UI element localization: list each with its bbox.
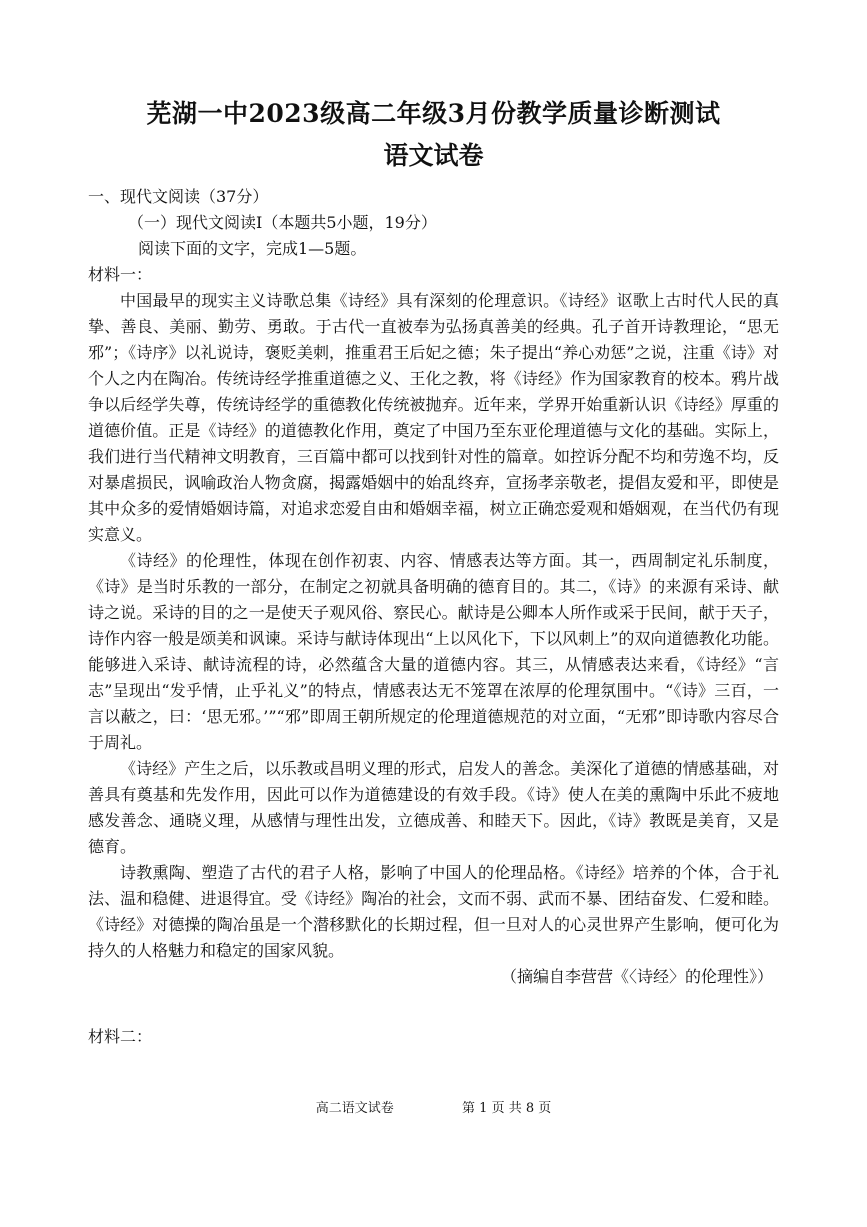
material-one-label: 材料一： bbox=[88, 265, 153, 284]
material-one-paragraph: 诗教熏陶、塑造了古代的君子人格，影响了中国人的伦理品格。《诗经》培养的个体，合于礼法、温和稳健、进退得宜。受《诗经》陶冶的社会，文而不弱、武而不暴、团结奋发、仁爱和睦。《诗经》对德操的陶冶虽是一个潜移默化的长期过程，但一旦对人的心灵世界产生影响，便可化为持久的人格魅力和稳定的国家风貌。 bbox=[88, 863, 779, 960]
section-heading: 一、现代文阅读（37分） bbox=[88, 187, 269, 206]
material-one-paragraph: 中国最早的现实主义诗歌总集《诗经》具有深刻的伦理意识。《诗经》讴歌上古时代人民的真挚、善良、美丽、勤劳、勇敢。于古代一直被奉为弘扬真善美的经典。孔子首开诗教理论，“思无邪”；《诗序》以礼说诗，褒贬美刺，推重君王后妃之德；朱子提出“养心劝惩”之说，注重《诗》对个人之内在陶冶。传统诗经学推重道德之义、王化之教，将《诗经》作为国家教育的校本。鸦片战争以后经学失尊，传统诗经学的重德教化传统被抛弃。近年来，学界开始重新认识《诗经》厚重的道德价值。正是《诗经》的道德教化作用，奠定了中国乃至东亚伦理道德与文化的基础。实际上，我们进行当代精神文明教育，三百篇中都可以找到针对性的篇章。如控诉分配不均和劳逸不均，反对暴虐损民，讽喻政治人物贪腐，揭露婚姻中的始乱终弃，宣扬孝亲敬老，提倡友爱和平，即使是其中众多的爱情婚姻诗篇，对追求恋爱自由和婚姻幸福，树立正确恋爱观和婚姻观，在当代仍有现实意义。 bbox=[88, 291, 779, 544]
reading-instruction: 阅读下面的文字，完成1—5题。 bbox=[138, 239, 367, 258]
material-one-source: （摘编自李营营《〈诗经〉的伦理性》） bbox=[500, 967, 773, 986]
material-one-paragraph: 《诗经》的伦理性，体现在创作初衷、内容、情感表达等方面。其一，西周制定礼乐制度，《诗》是当时乐教的一部分，在制定之初就具备明确的德育目的。其二，《诗》的来源有采诗、献诗之说。采诗的目的之一是使天子观风俗、察民心。献诗是公卿本人所作或采于民间，献于天子，诗作内容一般是颂美和讽谏。采诗与献诗体现出“上以风化下，下以风刺上”的双向道德教化功能。能够进入采诗、献诗流程的诗，必然蕴含大量的道德内容。其三，从情感表达来看，《诗经》“言志”呈现出“发乎情，止乎礼义”的特点，情感表达无不笼罩在浓厚的伦理氛围中。“《诗》三百，一言以蔽之，曰：‘思无邪。’”“邪”即周王朝所规定的伦理道德规范的对立面，“无邪”即诗歌内容尽合于周礼。 bbox=[88, 551, 779, 752]
material-one-paragraph: 《诗经》产生之后，以乐教或昌明义理的形式，启发人的善念。美深化了道德的情感基础，对善具有奠基和先发作用，因此可以作为道德建设的有效手段。《诗》使人在美的熏陶中乐此不疲地感发善念、通晓义理，从感情与理性出发，立德成善、和睦天下。因此，《诗》教既是美育，又是德育。 bbox=[88, 759, 779, 856]
exam-subtitle: 语文试卷 bbox=[383, 141, 484, 170]
footer-exam-name: 高二语文试卷 bbox=[315, 1101, 394, 1116]
footer-page-info: 第 1 页 共 8 页 bbox=[462, 1101, 552, 1116]
sub-section-heading: （一）现代文阅读Ⅰ（本题共5小题，19分） bbox=[128, 213, 437, 232]
page-footer bbox=[0, 1100, 867, 1118]
material-two-label: 材料二： bbox=[88, 1027, 153, 1046]
exam-title: 芜湖一中2023级高二年级3月份教学质量诊断测试 bbox=[146, 99, 721, 128]
